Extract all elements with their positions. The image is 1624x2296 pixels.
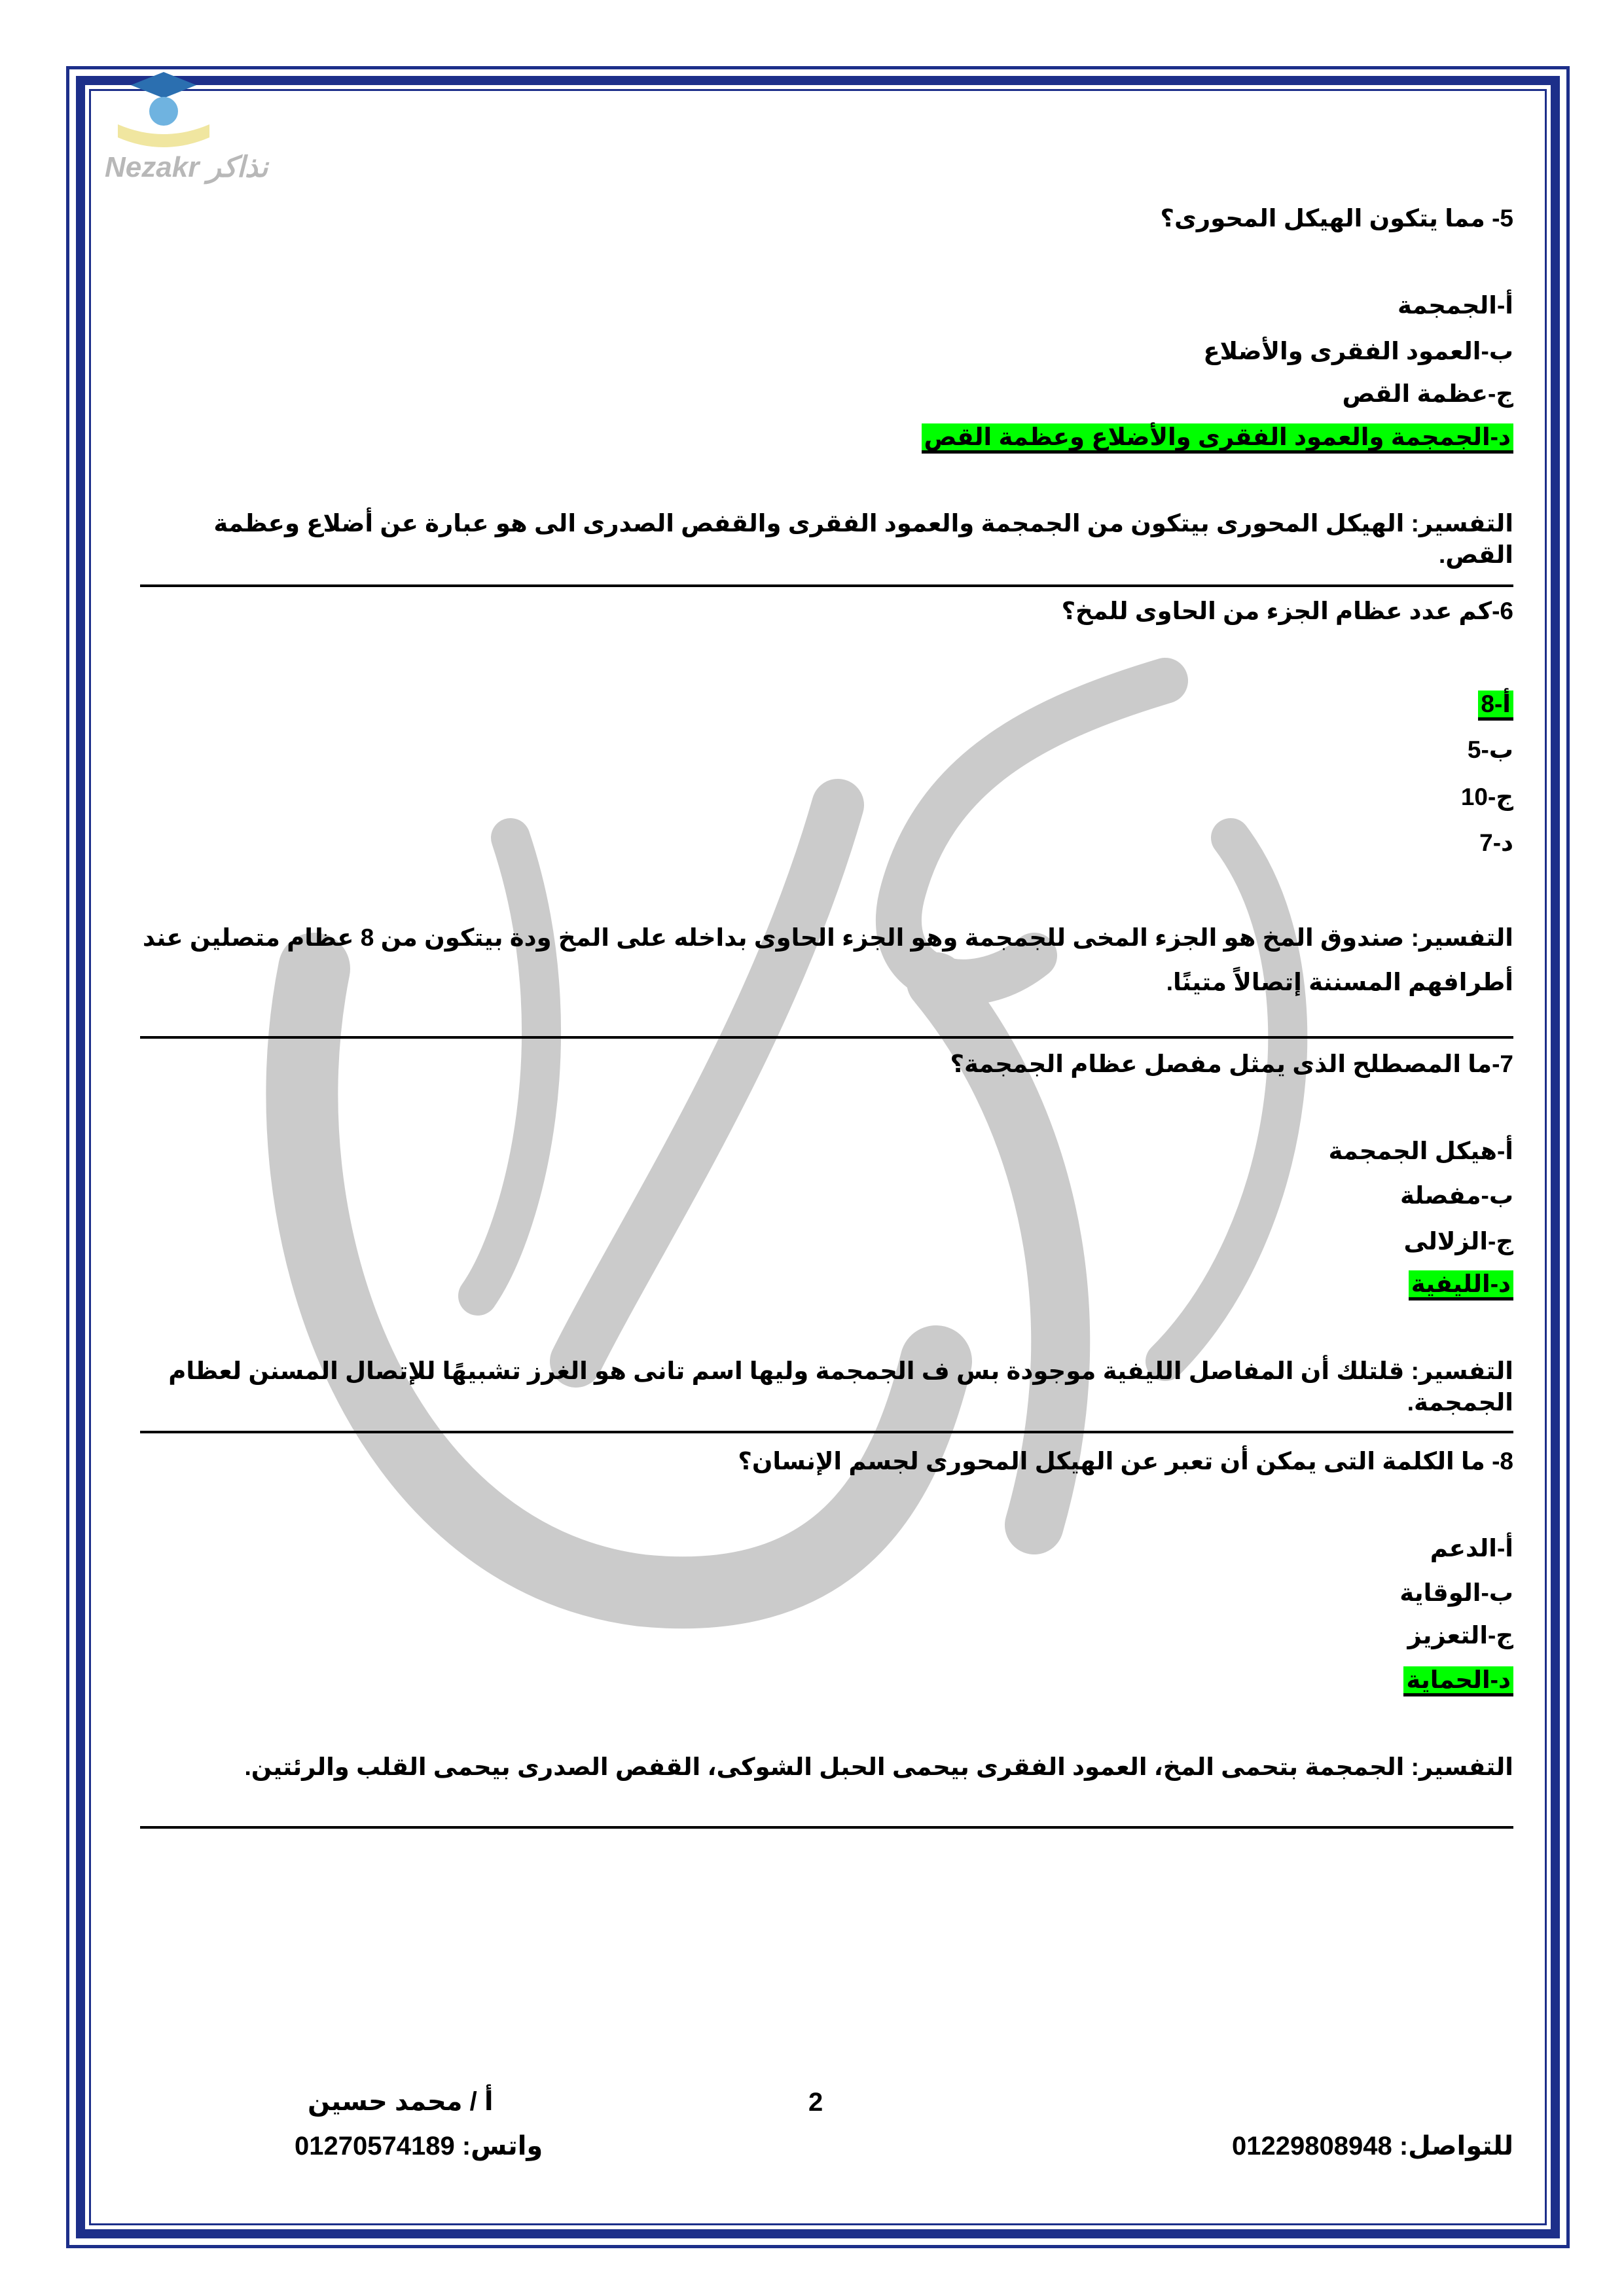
divider — [140, 1431, 1513, 1433]
option-b: ب-5 — [1467, 736, 1513, 763]
contact-number: للتواصل: 01229808948 — [1232, 2132, 1513, 2161]
option-b: ب-الوقاية — [1399, 1579, 1513, 1606]
svg-text:Nezakr نذاكر: Nezakr نذاكر — [105, 151, 268, 183]
question-6: 6-كم عدد عظام الجزء من الحاوى للمخ؟ — [1061, 598, 1513, 624]
watermark-stroke — [478, 838, 541, 1296]
divider — [140, 1036, 1513, 1039]
whatsapp-number: واتس: 01270574189 — [295, 2132, 543, 2161]
nezakr-logo — [52, 52, 268, 183]
option-c: ج-التعزيز — [1407, 1622, 1513, 1649]
option-a: أ-الدعم — [1430, 1535, 1513, 1562]
explanation: التفسير: صندوق المخ هو الجزء المخى للجمجمة وهو الجزء الحاوى بداخله على المخ ودة بيتكون من 8 عظام متصلين عند أطرافهم المسننة إتصالاً متينًا. — [142, 924, 1513, 996]
watermark-stroke — [576, 805, 838, 1361]
divider — [140, 1826, 1513, 1829]
watermark-calligraphy — [183, 641, 1427, 1656]
author-name: أ / محمد حسين — [308, 2087, 494, 2116]
correct-option-d: د-الجمجمة والعمود الفقرى والأضلاع وعظمة القص — [922, 423, 1513, 454]
divider — [140, 584, 1513, 587]
correct-option-d: د-الحماية — [1403, 1666, 1513, 1696]
option-b: ب-العمود الفقرى والأضلاع — [1203, 338, 1513, 365]
option-c: ج-10 — [1460, 783, 1513, 810]
option-a: أ-هيكل الجمجمة — [1328, 1138, 1513, 1164]
question-7: 7-ما المصطلح الذى يمثل مفصل عظام الجمجمة؟ — [950, 1050, 1513, 1077]
option-d: د-7 — [1479, 829, 1513, 856]
explanation: التفسير: الهيكل المحورى بيتكون من الجمجمة والعمود الفقرى والقفص الصدرى الى هو عبارة عن أضلاع وعظمة القص. — [213, 510, 1513, 568]
option-c: ج-عظمة القص — [1342, 380, 1513, 407]
page-number: 2 — [808, 2088, 823, 2117]
explanation: التفسير: قلتلك أن المفاصل الليفية موجودة بس ف الجمجمة وليها اسم تانى هو الغرز تشبيهًا للإتصال المسنن لعظام الجمجمة. — [168, 1357, 1513, 1416]
correct-option-d: د-الليفية — [1409, 1270, 1513, 1300]
question-5: 5- مما يتكون الهيكل المحورى؟ — [1160, 205, 1513, 232]
option-a: أ-الجمجمة — [1398, 292, 1513, 319]
option-c: ج-الزلالى — [1403, 1228, 1513, 1255]
correct-option-a: أ-8 — [1478, 691, 1513, 721]
explanation: التفسير: الجمجمة بتحمى المخ، العمود الفقرى بيحمى الحبل الشوكى، القفص الصدرى بيحمى القلب والرئتين. — [244, 1753, 1513, 1780]
option-b: ب-مفصلة — [1399, 1182, 1513, 1209]
question-8: 8- ما الكلمة التى يمكن أن تعبر عن الهيكل المحورى لجسم الإنسان؟ — [738, 1448, 1513, 1475]
